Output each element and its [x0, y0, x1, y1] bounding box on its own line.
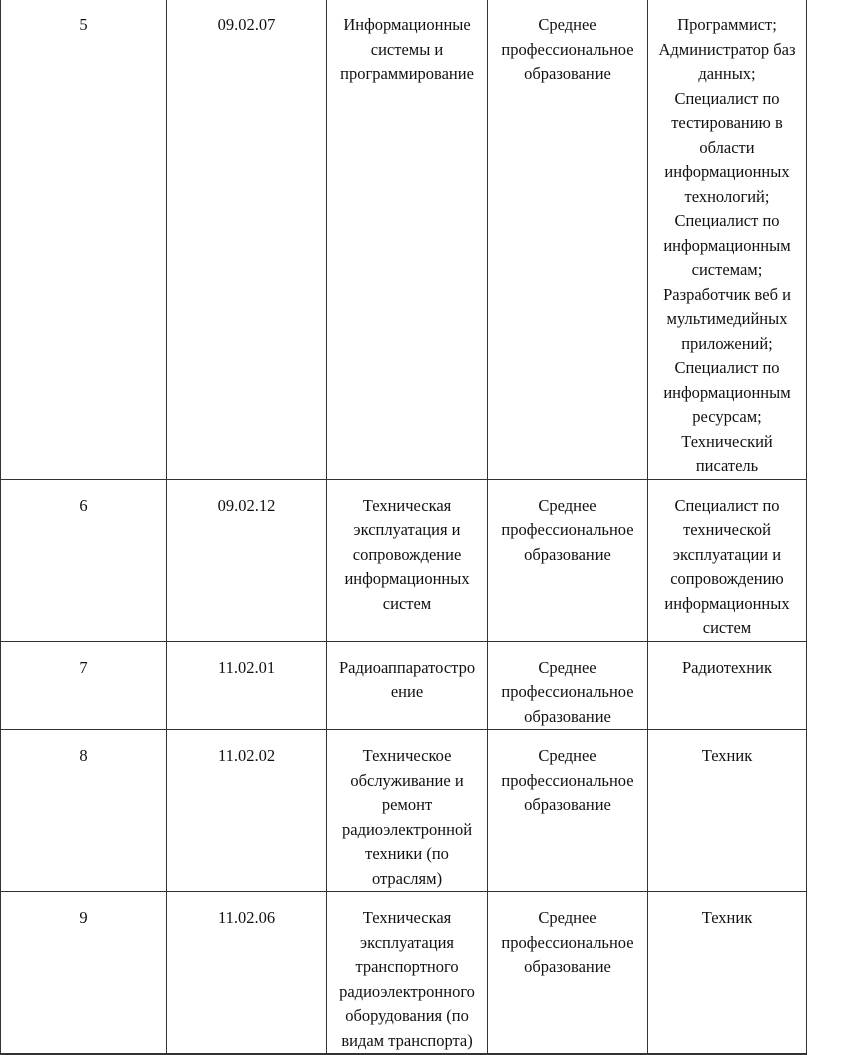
education-level-text: Среднее профессиональное образование — [501, 908, 634, 976]
specialty-name-text: Техническое обслуживание и ремонт радиоэлектронной техники (по отраслям) — [342, 746, 473, 888]
specialty-code-text: 11.02.02 — [217, 746, 276, 765]
specialty-name — [327, 641, 488, 730]
education-level — [488, 479, 648, 641]
qualification — [648, 892, 807, 1055]
specialty-code-text: 11.02.01 — [217, 657, 276, 677]
row-number-text: 8 — [79, 746, 88, 765]
table-row — [1, 730, 807, 892]
specialty-name-text: Радиоаппаратостро ение — [338, 657, 476, 701]
education-level — [488, 730, 648, 892]
row-number — [1, 0, 167, 479]
qualification — [648, 0, 807, 479]
specialty-name-text: Техническая эксплуатация транспортного радиоэлектронного оборудования (по видам транспорта) — [339, 908, 475, 1050]
qualification-text: Техник — [701, 746, 753, 765]
specialty-code-text: 11.02.06 — [217, 908, 276, 927]
row-number — [1, 479, 167, 641]
specialty-name — [327, 892, 488, 1055]
table-row — [1, 892, 807, 1055]
qualification-text: Специалист по технической эксплуатации и сопровождению информационных систем — [664, 495, 790, 637]
education-level-text: Среднее профессиональное образование — [501, 495, 634, 564]
education-level-text: Среднее профессиональное образование — [501, 15, 634, 83]
row-number — [1, 730, 167, 892]
specialty-name — [327, 479, 488, 641]
specialty-name-text: Информационные системы и программирование — [340, 15, 474, 83]
specialty-code — [167, 0, 327, 479]
specialty-code — [167, 479, 327, 641]
education-level — [488, 0, 648, 479]
qualification — [648, 479, 807, 641]
specialty-name-text: Техническая эксплуатация и сопровождение информационных систем — [344, 495, 470, 613]
row-number-text: 7 — [79, 657, 88, 677]
qualification-text: Техник — [701, 908, 753, 927]
specialty-name — [327, 730, 488, 892]
specialty-code-text: 09.02.12 — [217, 495, 276, 515]
education-level-text: Среднее профессиональное образование — [501, 657, 634, 726]
education-level — [488, 892, 648, 1055]
education-level-text: Среднее профессиональное образование — [501, 746, 634, 814]
qualification-text: Радиотехник — [681, 657, 772, 677]
qualification-text: Программист; Администратор баз данных; Специалист по тестированию в области информационных технологий; Специалист по информационным системам; Разработчик веб и мультимедийных приложений; Специалист по информационным ресурсам; Технический писатель — [658, 15, 796, 475]
specialty-name — [327, 0, 488, 479]
education-level — [488, 641, 648, 730]
specialty-code — [167, 641, 327, 730]
row-number — [1, 892, 167, 1055]
row-number-text: 6 — [79, 495, 88, 515]
row-number — [1, 641, 167, 730]
specialty-code-text: 09.02.07 — [217, 15, 276, 34]
row-number-text: 9 — [79, 908, 88, 927]
specialty-code — [167, 730, 327, 892]
table-row — [1, 0, 807, 479]
qualification — [648, 641, 807, 730]
row-number-text: 5 — [79, 15, 88, 34]
specialty-code — [167, 892, 327, 1055]
qualification — [648, 730, 807, 892]
table-row — [1, 641, 807, 730]
table-row — [1, 479, 807, 641]
